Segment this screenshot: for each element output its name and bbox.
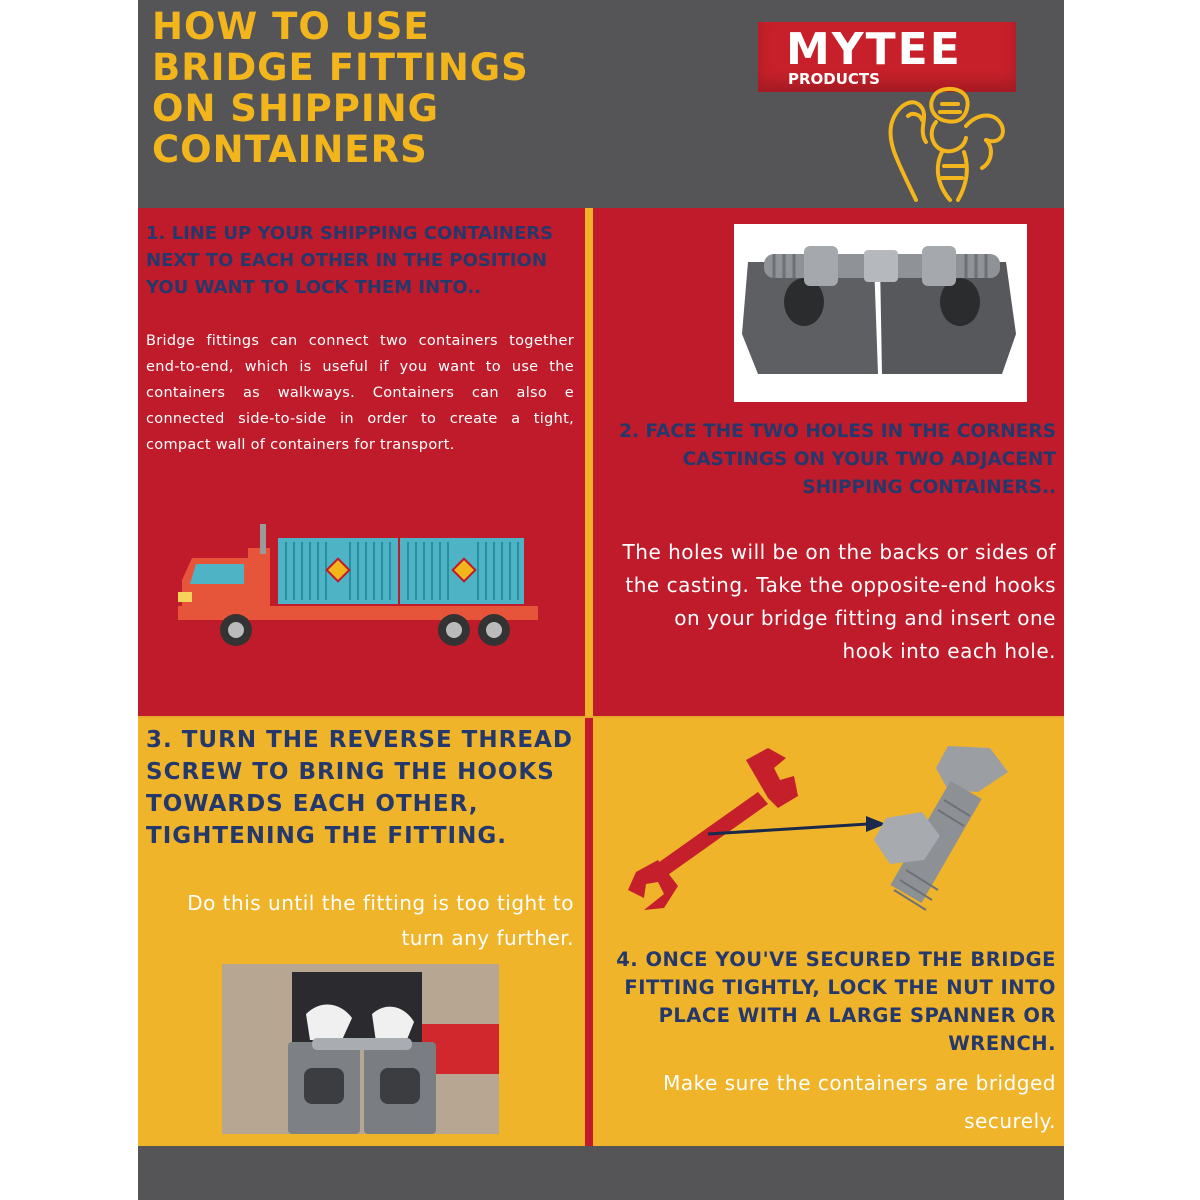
brand-logo: [758, 22, 1018, 207]
wrench-and-bolt-illustration: [618, 732, 1038, 932]
header: [138, 0, 1064, 208]
horizontal-divider: [138, 716, 1064, 718]
vertical-divider: [581, 208, 598, 1146]
step-1-panel: [138, 208, 581, 716]
step-4-body: Make sure the containers are bridged securely.: [663, 1071, 1056, 1133]
infographic: [138, 0, 1064, 1200]
logo-name: MYTEE: [786, 24, 962, 75]
footer-band: [138, 1146, 1064, 1200]
step-3-panel: [138, 718, 581, 1146]
step-1-heading: 1. LINE UP YOUR SHIPPING CONTAINERS NEXT TO EACH OTHER IN THE POSITION YOU WANT TO LOCK THEM INTO..: [146, 223, 554, 298]
muscle-mascot-icon: [878, 82, 1018, 207]
bridge-fitting-photo: [734, 224, 1027, 402]
step-4-heading: 4. ONCE YOU'VE SECURED THE BRIDGE FITTING TIGHTLY, LOCK THE NUT INTO PLACE WITH A LARGE SPANNER OR WRENCH.: [616, 948, 1056, 1055]
step-1-body: Bridge fittings can connect two containers together end-to-end, which is useful if you want to use the containers as walkways. Containers can also e connected side-to-side in order to create a tight, compact wall of containers for transport.: [146, 333, 574, 453]
step-3-body: Do this until the fitting is too tight to turn any further.: [187, 891, 574, 950]
step-2-body: The holes will be on the backs or sides of the casting. Take the opposite-end hooks on your bridge fitting and insert one hook into each hole.: [622, 540, 1056, 663]
logo-subtitle: PRODUCTS: [788, 70, 880, 88]
step-3-heading: 3. TURN THE REVERSE THREAD SCREW TO BRING THE HOOKS TOWARDS EACH OTHER, TIGHTENING THE FITTING.: [146, 727, 573, 849]
step-4-panel: [598, 718, 1064, 1146]
hands-tightening-fitting-icon: [222, 964, 499, 1134]
page-title: HOW TO USE BRIDGE FITTINGS ON SHIPPING CONTAINERS: [152, 5, 529, 171]
tightening-photo: [222, 964, 499, 1134]
step-2-panel: [598, 208, 1064, 716]
step-2-heading: 2. FACE THE TWO HOLES IN THE CORNERS CASTINGS ON YOUR TWO ADJACENT SHIPPING CONTAINERS..: [619, 421, 1056, 498]
container-truck-illustration: [178, 518, 538, 658]
bridge-fitting-casting-icon: [734, 224, 1027, 402]
